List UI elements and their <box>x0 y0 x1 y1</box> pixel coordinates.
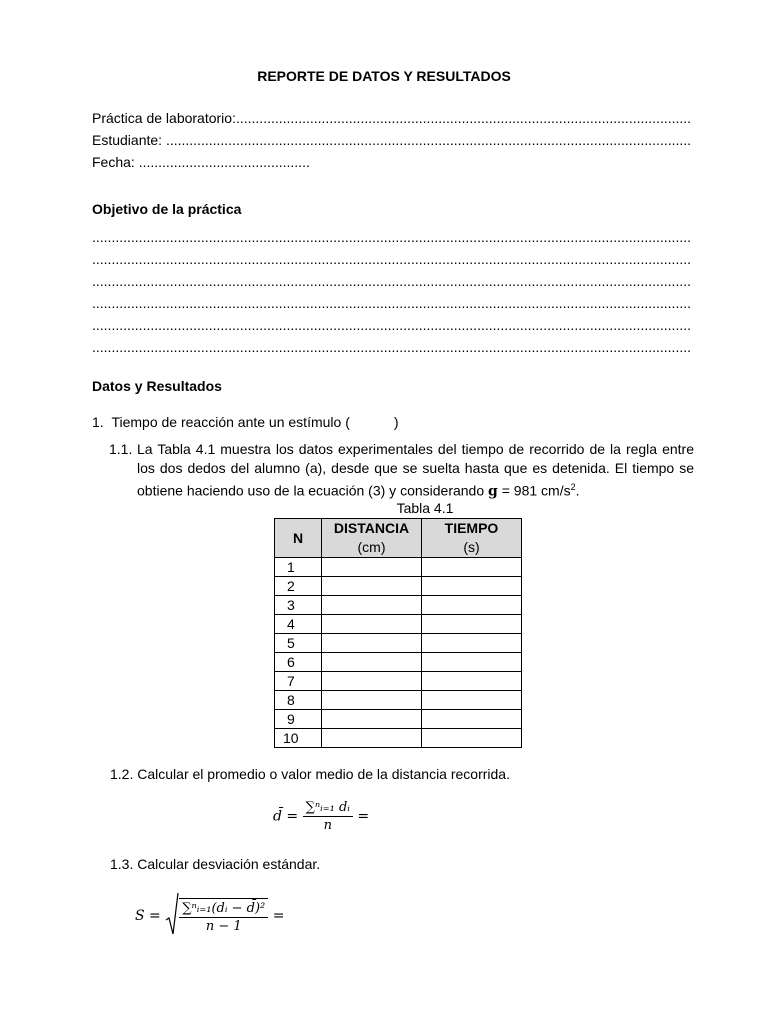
field-estudiante-label: Estudiante: <box>92 132 166 148</box>
row-number: 2 <box>275 577 322 596</box>
field-practica <box>92 110 692 126</box>
item-1-2 <box>110 766 510 782</box>
distancia-cell[interactable] <box>322 672 422 691</box>
item-1-2-text: Calcular el promedio o valor medio de la distancia recorrida. <box>137 766 510 782</box>
mean-formula-fraction <box>303 800 353 833</box>
sqrt-radical-icon <box>165 892 179 940</box>
distancia-cell[interactable] <box>322 691 422 710</box>
objective-line-3 <box>92 273 692 289</box>
field-fecha <box>92 154 692 170</box>
objective-line-5 <box>92 317 692 333</box>
table-row <box>275 710 522 729</box>
field-estudiante <box>92 132 692 148</box>
item-1-3-text: Calcular desviación estándar. <box>137 856 321 872</box>
std-formula-rhs: = <box>272 908 285 924</box>
table-row <box>275 577 522 596</box>
distancia-cell[interactable] <box>322 729 422 748</box>
row-number: 7 <box>275 672 322 691</box>
distancia-cell[interactable] <box>322 615 422 634</box>
gravity-exponent: 2 <box>570 482 576 492</box>
tiempo-cell[interactable] <box>422 653 522 672</box>
item-1-1 <box>109 440 694 502</box>
row-number: 10 <box>275 729 322 748</box>
field-fecha-label: Fecha: <box>92 154 139 170</box>
objective-line-1 <box>92 229 692 245</box>
table-row <box>275 615 522 634</box>
item-1-2-number: 1.2. <box>110 766 134 782</box>
distancia-cell[interactable] <box>322 558 422 577</box>
row-number: 9 <box>275 710 322 729</box>
header-tiempo-unit: (s) <box>463 539 480 555</box>
row-number: 1 <box>275 558 322 577</box>
tiempo-cell[interactable] <box>422 596 522 615</box>
field-fecha-dots: ............................................ <box>138 154 310 170</box>
dotted-line <box>166 132 692 148</box>
table-row <box>275 558 522 577</box>
table-row <box>275 691 522 710</box>
row-number: 6 <box>275 653 322 672</box>
std-formula-numerator: ∑ⁿᵢ₌₁(dᵢ − d̄)² <box>179 901 268 918</box>
table-header-row <box>275 519 522 558</box>
distancia-cell[interactable] <box>322 634 422 653</box>
field-practica-label: Práctica de laboratorio: <box>92 110 236 126</box>
table-caption: Tabla 4.1 <box>396 500 454 516</box>
tiempo-cell[interactable] <box>422 634 522 653</box>
item-1-3-number: 1.3. <box>110 856 134 872</box>
std-formula <box>135 892 284 940</box>
mean-formula <box>273 800 369 833</box>
std-formula-lhs: S = <box>135 908 161 924</box>
table-row <box>275 729 522 748</box>
item-1 <box>92 414 399 430</box>
item-1-1-period: . <box>575 482 580 499</box>
distancia-cell[interactable] <box>322 577 422 596</box>
objective-line-6 <box>92 339 692 355</box>
tiempo-cell[interactable] <box>422 577 522 596</box>
tiempo-cell[interactable] <box>422 615 522 634</box>
objective-line-4 <box>92 295 692 311</box>
distancia-cell[interactable] <box>322 596 422 615</box>
mean-formula-rhs: = <box>357 808 370 825</box>
mean-formula-numerator: ∑ⁿᵢ₌₁ dᵢ <box>303 800 353 817</box>
tiempo-cell[interactable] <box>422 691 522 710</box>
std-formula-denominator: n − 1 <box>205 919 242 934</box>
table-row <box>275 672 522 691</box>
std-formula-fraction <box>179 901 268 934</box>
item-1-number: 1. <box>92 414 104 430</box>
sqrt-body <box>179 898 268 934</box>
header-distancia-unit: (cm) <box>357 539 386 555</box>
tiempo-cell[interactable] <box>422 729 522 748</box>
page-title: REPORTE DE DATOS Y RESULTADOS <box>257 68 511 84</box>
header-distancia-label: DISTANCIA <box>333 520 410 536</box>
row-number: 8 <box>275 691 322 710</box>
item-1-3 <box>110 856 320 872</box>
gravity-symbol: g <box>488 483 498 500</box>
header-tiempo <box>422 519 522 558</box>
row-number: 5 <box>275 634 322 653</box>
table-row <box>275 653 522 672</box>
table-row <box>275 596 522 615</box>
tiempo-cell[interactable] <box>422 710 522 729</box>
row-number: 4 <box>275 615 322 634</box>
header-distancia <box>322 519 422 558</box>
item-1-text: Tiempo de reacción ante un estímulo ( <box>111 414 350 430</box>
distancia-cell[interactable] <box>322 653 422 672</box>
item-1-close: ) <box>393 414 399 430</box>
item-1-1-number: 1.1. <box>109 441 133 457</box>
table-row <box>275 634 522 653</box>
mean-formula-lhs: d̄ = <box>273 808 299 825</box>
objective-line-2 <box>92 251 692 267</box>
tiempo-cell[interactable] <box>422 672 522 691</box>
results-heading: Datos y Resultados <box>92 378 222 394</box>
distancia-cell[interactable] <box>322 710 422 729</box>
gravity-value: = 981 cm/s <box>497 482 571 499</box>
item-1-1-text: La Tabla 4.1 muestra los datos experimentales del tiempo de recorrido de la regla entre los dos dedos del alumno (a), desde que se suelta hasta que es detenida. El tiempo se obtiene haciendo uso de la ecuación (3) y considerando <box>137 441 694 499</box>
header-tiempo-label: TIEMPO <box>444 520 499 536</box>
mean-formula-denominator: n <box>323 818 332 833</box>
objective-heading: Objetivo de la práctica <box>92 201 242 217</box>
header-n: N <box>275 519 322 558</box>
data-table <box>274 518 522 748</box>
row-number: 3 <box>275 596 322 615</box>
tiempo-cell[interactable] <box>422 558 522 577</box>
dotted-line <box>236 110 692 126</box>
